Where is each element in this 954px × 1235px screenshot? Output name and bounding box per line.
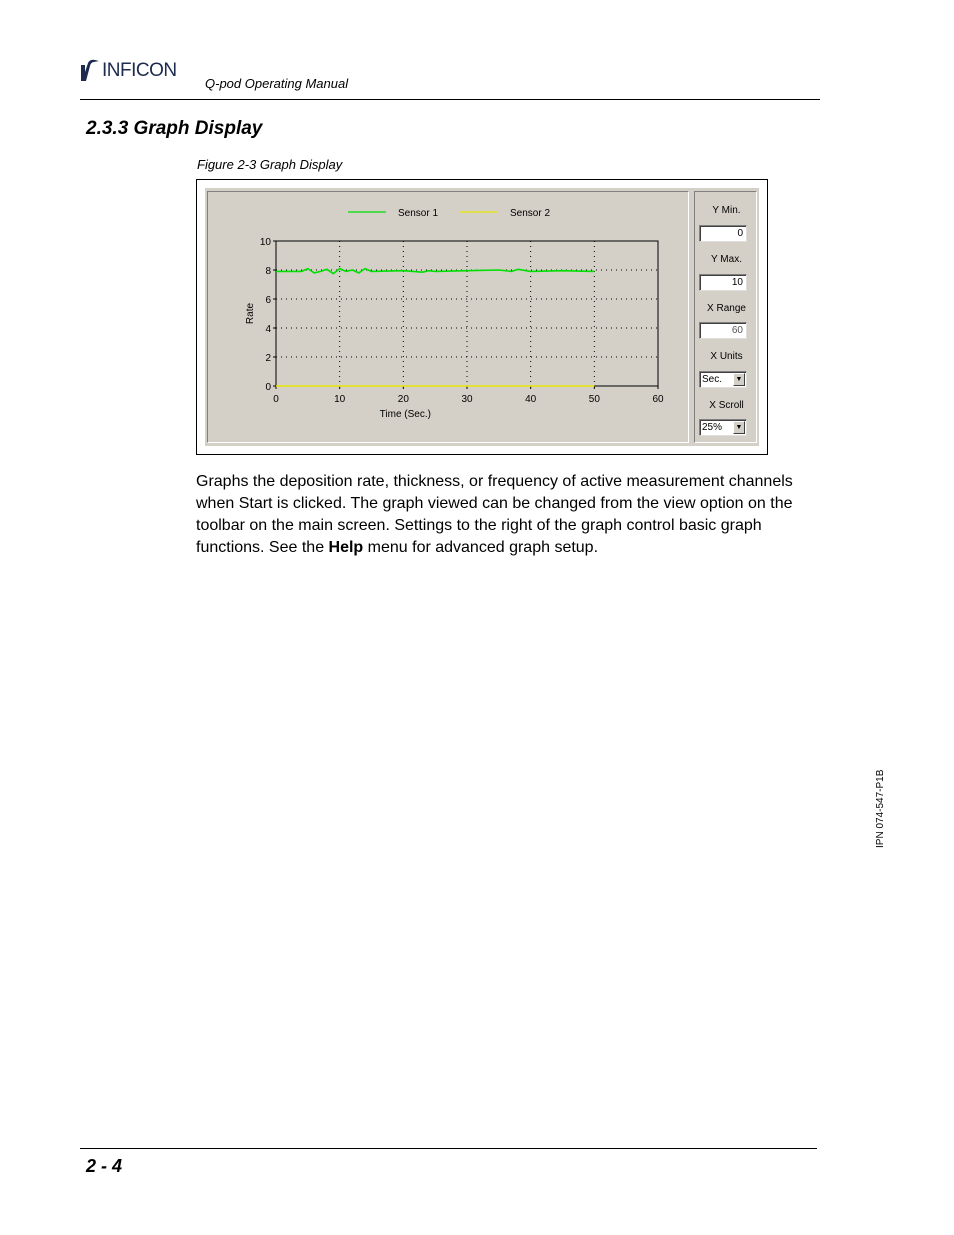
x-units-value: Sec. xyxy=(702,374,723,385)
x-tick-label: 50 xyxy=(588,394,600,405)
graph-settings-panel xyxy=(694,191,757,443)
help-menu-term: Help xyxy=(328,539,364,556)
x-units-label: X Units xyxy=(710,351,743,362)
inficon-logo xyxy=(80,58,177,84)
x-scroll-label: X Scroll xyxy=(709,400,744,411)
plot-area xyxy=(276,241,658,386)
graph-panel xyxy=(207,191,689,443)
body-text-part1: Graphs the deposition rate, thickness, or frequency of active measurement channels when Start is clicked. The graph viewed can be changed from the view option on the toolbar on the main screen. Settings to the right of the graph control basic graph functions. See the xyxy=(196,473,793,556)
legend-label: Sensor 1 xyxy=(398,208,439,219)
x-tick-label: 60 xyxy=(652,394,664,405)
section-heading: 2.3.3 Graph Display xyxy=(86,118,263,139)
x-tick-label: 10 xyxy=(334,394,346,405)
y-max-input[interactable]: 10 xyxy=(699,274,747,291)
footer-rule xyxy=(80,1148,817,1149)
x-units-select[interactable] xyxy=(699,371,747,388)
graph-window xyxy=(205,188,759,446)
figure-caption: Figure 2-3 Graph Display xyxy=(197,157,343,172)
y-axis-label: Rate xyxy=(245,302,256,325)
x-axis-label: Time (Sec.) xyxy=(379,409,431,420)
y-tick-label: 8 xyxy=(265,266,271,277)
chevron-down-icon[interactable]: ▼ xyxy=(733,421,745,434)
y-max-label: Y Max. xyxy=(711,254,742,265)
manual-title: Q-pod Operating Manual xyxy=(205,76,349,91)
x-scroll-value: 25% xyxy=(702,422,723,433)
x-tick-label: 40 xyxy=(525,394,537,405)
x-tick-label: 20 xyxy=(397,394,409,405)
inficon-logo-mark-icon xyxy=(80,59,100,83)
x-tick-label: 0 xyxy=(273,394,279,405)
y-tick-label: 2 xyxy=(265,353,271,364)
rate-chart xyxy=(208,192,688,442)
y-tick-label: 10 xyxy=(259,237,271,248)
y-min-input[interactable]: 0 xyxy=(699,225,747,242)
y-min-label: Y Min. xyxy=(712,205,741,216)
x-range-label: X Range xyxy=(707,303,746,314)
legend-label: Sensor 2 xyxy=(510,208,551,219)
header-rule xyxy=(80,99,820,100)
page-number: 2 - 4 xyxy=(86,1156,123,1176)
ipn-side-label: IPN 074-547-P1B xyxy=(875,769,886,848)
x-range-input[interactable]: 60 xyxy=(699,322,747,339)
y-tick-label: 4 xyxy=(265,324,271,335)
x-tick-label: 30 xyxy=(461,394,473,405)
x-scroll-select[interactable] xyxy=(699,419,747,436)
chevron-down-icon[interactable]: ▼ xyxy=(733,373,745,386)
body-paragraph xyxy=(196,471,821,559)
body-text-part2: menu for advanced graph setup. xyxy=(363,539,599,556)
graph-display-figure xyxy=(196,179,768,455)
y-tick-label: 0 xyxy=(265,382,271,393)
y-tick-label: 6 xyxy=(265,295,271,306)
brand-name: INFICON xyxy=(102,60,177,81)
